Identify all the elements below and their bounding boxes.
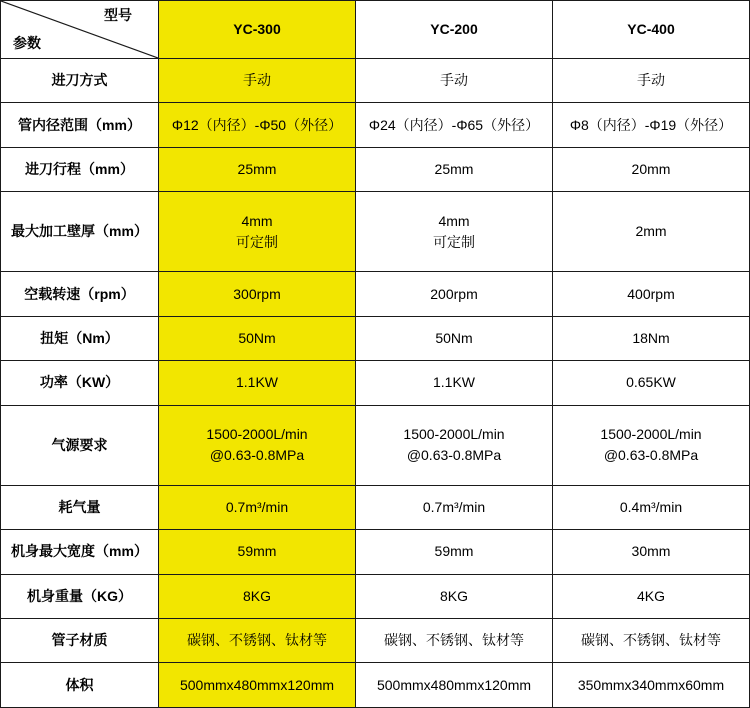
param-label: 进刀方式 [1, 59, 159, 103]
cell-value: 350mmx340mmx60mm [553, 663, 750, 708]
table-row [1, 59, 750, 103]
cell-value: 500mmx480mmx120mm [159, 663, 356, 708]
table-body [1, 1, 750, 708]
param-label: 进刀行程（mm） [1, 147, 159, 191]
table-row [1, 574, 750, 618]
table-row [1, 103, 750, 147]
cell-value: 200rpm [356, 272, 553, 316]
cell-value: 300rpm [159, 272, 356, 316]
cell-value: 400rpm [553, 272, 750, 316]
param-label: 空载转速（rpm） [1, 272, 159, 316]
table-row [1, 147, 750, 191]
cell-value: 30mm [553, 530, 750, 574]
cell-value: 1500-2000L/min @0.63-0.8MPa [356, 405, 553, 485]
table-row [1, 663, 750, 708]
table-row [1, 619, 750, 663]
cell-value: 8KG [356, 574, 553, 618]
cell-value: 手动 [553, 59, 750, 103]
cell-value: Φ24（内径）-Φ65（外径） [356, 103, 553, 147]
table-row [1, 316, 750, 360]
cell-value: Φ8（内径）-Φ19（外径） [553, 103, 750, 147]
cell-value: 1.1KW [356, 361, 553, 405]
cell-value: 0.7m³/min [159, 485, 356, 529]
cell-value: 0.65KW [553, 361, 750, 405]
cell-value: 4mm 可定制 [356, 192, 553, 272]
param-label: 扭矩（Nm） [1, 316, 159, 360]
cell-value: 手动 [159, 59, 356, 103]
cell-value: 碳钢、不锈钢、钛材等 [159, 619, 356, 663]
cell-value: 20mm [553, 147, 750, 191]
cell-value: Φ12（内径）-Φ50（外径） [159, 103, 356, 147]
param-label: 耗气量 [1, 485, 159, 529]
cell-value: 59mm [356, 530, 553, 574]
cell-value: 碳钢、不锈钢、钛材等 [553, 619, 750, 663]
cell-value: 25mm [159, 147, 356, 191]
cell-value: 0.4m³/min [553, 485, 750, 529]
table-row [1, 530, 750, 574]
table-row [1, 361, 750, 405]
corner-model-label: 型号 [104, 7, 132, 23]
cell-value: 手动 [356, 59, 553, 103]
param-label: 体积 [1, 663, 159, 708]
corner-param-label: 参数 [13, 35, 41, 51]
cell-value: 8KG [159, 574, 356, 618]
cell-value: 50Nm [356, 316, 553, 360]
table-row [1, 485, 750, 529]
cell-value: 4mm 可定制 [159, 192, 356, 272]
cell-value: 2mm [553, 192, 750, 272]
model-header-yc-400: YC-400 [553, 1, 750, 59]
table-header-row [1, 1, 750, 59]
table-row [1, 272, 750, 316]
table-row [1, 405, 750, 485]
param-label: 管内径范围（mm） [1, 103, 159, 147]
cell-value: 4KG [553, 574, 750, 618]
cell-value: 18Nm [553, 316, 750, 360]
table-row [1, 192, 750, 272]
param-label: 机身重量（KG） [1, 574, 159, 618]
cell-value: 碳钢、不锈钢、钛材等 [356, 619, 553, 663]
param-label: 机身最大宽度（mm） [1, 530, 159, 574]
param-label: 管子材质 [1, 619, 159, 663]
param-label: 最大加工壁厚（mm） [1, 192, 159, 272]
cell-value: 25mm [356, 147, 553, 191]
cell-value: 1500-2000L/min @0.63-0.8MPa [553, 405, 750, 485]
model-header-yc-200: YC-200 [356, 1, 553, 59]
cell-value: 0.7m³/min [356, 485, 553, 529]
param-label: 气源要求 [1, 405, 159, 485]
corner-header-cell [1, 1, 159, 59]
cell-value: 500mmx480mmx120mm [356, 663, 553, 708]
cell-value: 59mm [159, 530, 356, 574]
model-header-yc-300: YC-300 [159, 1, 356, 59]
cell-value: 50Nm [159, 316, 356, 360]
cell-value: 1500-2000L/min @0.63-0.8MPa [159, 405, 356, 485]
cell-value: 1.1KW [159, 361, 356, 405]
param-label: 功率（KW） [1, 361, 159, 405]
